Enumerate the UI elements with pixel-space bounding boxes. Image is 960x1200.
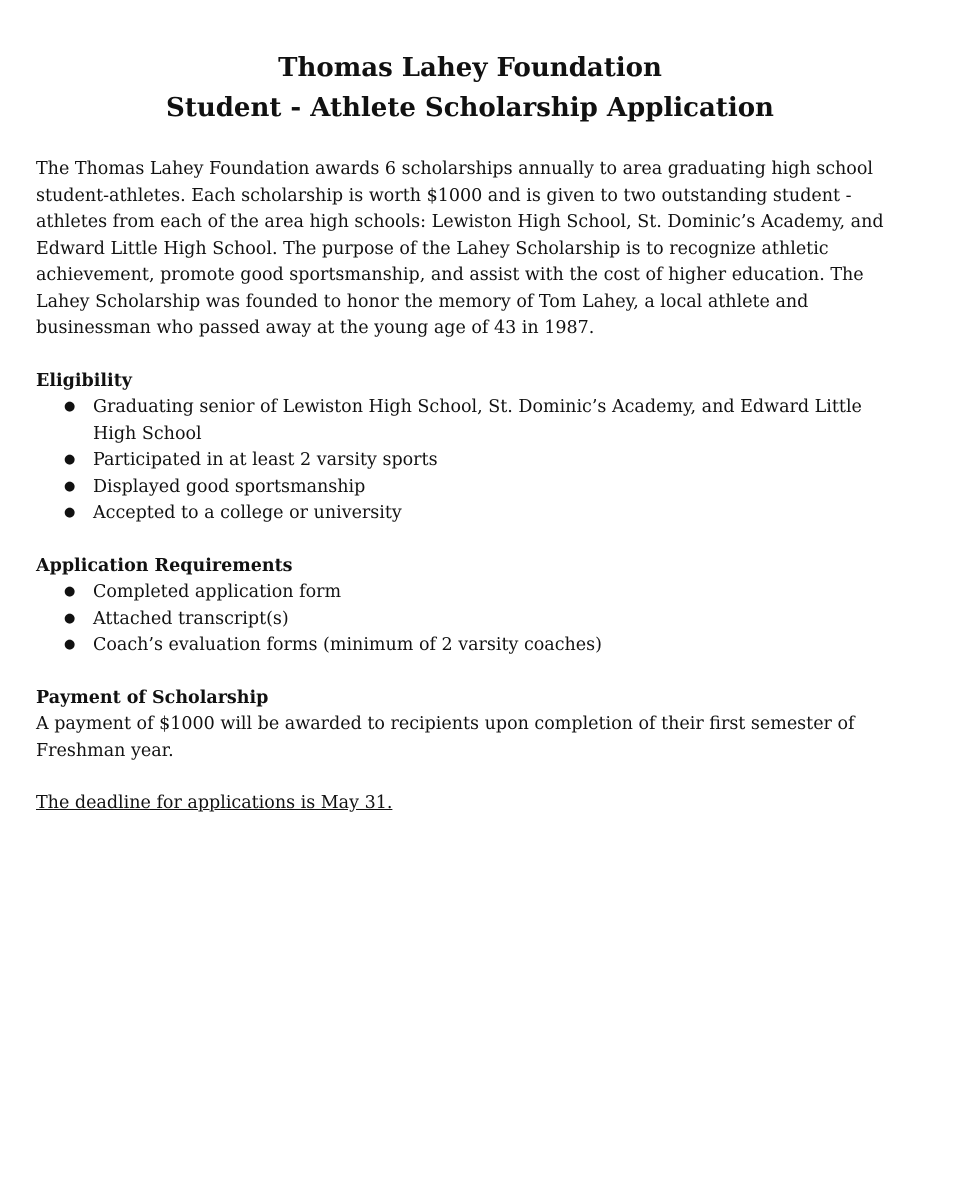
payment-section [36,685,904,765]
list-item-text: Displayed good sportsmanship [93,476,366,497]
bullet-icon: ● [64,505,76,520]
requirements-list [36,579,904,659]
deadline-notice: The deadline for applications is May 31. [36,793,393,813]
bullet-icon: ● [64,584,76,599]
payment-heading: Payment of Scholarship [36,687,269,708]
title-line-2: Student - Athlete Scholarship Application [166,93,774,123]
eligibility-heading: Eligibility [36,370,132,391]
list-item-text: Coach’s evaluation forms (minimum of 2 varsity coaches) [93,635,602,655]
list-item-text: Completed application form [93,582,342,602]
list-item [64,579,904,606]
list-item [64,632,904,659]
bullet-icon: ● [64,610,76,626]
requirements-heading: Application Requirements [36,555,293,576]
bullet-icon: ● [64,399,76,414]
eligibility-list [36,394,904,527]
list-item [64,474,904,501]
payment-paragraph: A payment of $1000 will be awarded to recipients upon completion of their first semester of Freshman year. [36,714,855,761]
intro-paragraph: The Thomas Lahey Foundation awards 6 scholarships annually to area graduating high school student-athletes. Each scholarship is worth $1000 and is given to two outstanding student - athletes from each of the area high schools: Lewiston High School, St. Dominic’s Academy, and Edward Little High School. The purpose of the Lahey Scholarship is to recognize athletic achievement, promote good sportsmanship, and assist with the cost of higher education. The Lahey Scholarship was founded to honor the memory of Tom Lahey, a local athlete and businessman who passed away at the young age of 43 in 1987. [36,159,884,338]
list-item [64,447,904,474]
document-title [36,48,904,128]
bullet-icon: ● [64,637,76,652]
list-item-text: Accepted to a college or university [93,503,402,523]
list-item [64,394,904,447]
bullet-icon: ● [64,478,76,494]
list-item-text: Attached transcript(s) [93,608,289,629]
requirements-section [36,553,904,659]
list-item-text: Participated in at least 2 varsity sports [93,450,438,470]
title-line-1: Thomas Lahey Foundation [278,53,662,83]
list-item-text: Graduating senior of Lewiston High School, St. Dominic’s Academy, and Edward Little High School [93,397,862,444]
eligibility-section [36,368,904,527]
list-item [64,606,904,633]
bullet-icon: ● [64,452,76,467]
list-item [64,500,904,527]
